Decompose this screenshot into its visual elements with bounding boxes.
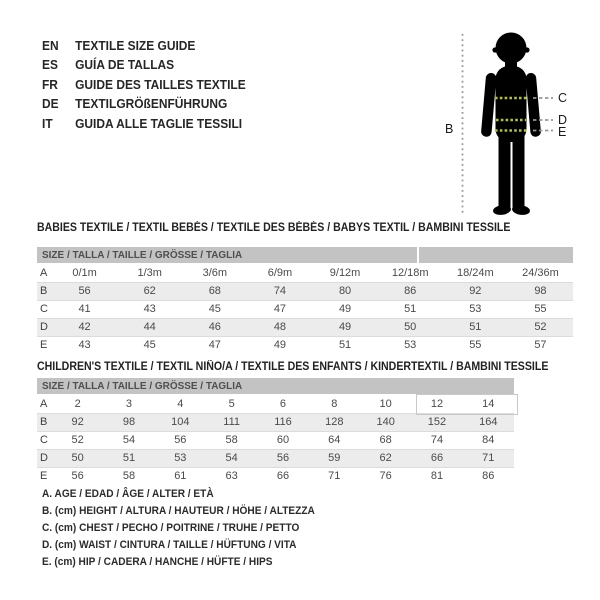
- table-cell: 53: [404, 339, 417, 351]
- table-cell: 49: [338, 303, 352, 315]
- children-size-header-bar: [37, 378, 514, 394]
- language-code: DE: [42, 96, 59, 112]
- table-cell: 71: [482, 452, 495, 464]
- table-cell: 43: [78, 339, 91, 351]
- table-cell: 164: [479, 416, 498, 428]
- table-cell: 6/9m: [267, 267, 293, 279]
- language-row: [42, 75, 246, 94]
- table-cell: 62: [143, 285, 156, 297]
- table-cell: 62: [379, 452, 392, 464]
- table-cell: 3/6m: [202, 267, 228, 279]
- table-cell: 10: [379, 398, 392, 410]
- language-code: EN: [42, 38, 59, 53]
- table-cell: 68: [379, 434, 392, 446]
- table-cell: 51: [404, 303, 417, 315]
- table-cell: 84: [482, 434, 495, 446]
- row-label: A: [40, 398, 48, 410]
- children-table-section: [37, 361, 549, 485]
- table-cell: 3: [125, 398, 133, 410]
- table-cell: 58: [225, 434, 238, 446]
- babies-header-artifact-line: [417, 246, 419, 264]
- table-cell: 44: [143, 321, 156, 333]
- language-code: IT: [42, 115, 53, 131]
- children-size-header-label: SIZE / TALLA / TAILLE / GRÖSSE / TAGLIA: [42, 380, 243, 392]
- table-cell: 4: [177, 398, 184, 410]
- child-figure-svg: [440, 20, 570, 220]
- table-cell: 76: [379, 470, 392, 482]
- table-row: [37, 467, 514, 485]
- table-cell: 53: [174, 452, 187, 464]
- table-row: [37, 265, 573, 282]
- table-cell: 50: [71, 452, 84, 464]
- table-cell: 47: [273, 303, 287, 315]
- row-label: C: [40, 303, 48, 315]
- children-table-title: CHILDREN'S TEXTILE / TEXTIL NIÑO/A / TEXTILE DES ENFANTS / KINDERTEXTIL / BAMBINI TESSILE: [37, 361, 549, 373]
- table-cell: 54: [122, 434, 136, 446]
- children-table-body: [37, 396, 514, 485]
- table-cell: 12: [430, 398, 444, 410]
- table-row: [37, 318, 573, 336]
- table-row: [37, 282, 573, 300]
- table-cell: 51: [338, 339, 352, 351]
- table-cell: 51: [469, 321, 482, 333]
- table-cell: 60: [276, 434, 290, 446]
- language-row: [42, 55, 246, 74]
- table-cell: 152: [427, 416, 447, 428]
- table-cell: 2: [74, 398, 81, 410]
- language-row: [42, 114, 246, 133]
- table-cell: 14: [482, 398, 495, 410]
- table-cell: 56: [174, 434, 187, 446]
- legend-item: E. (cm) HIP / CADERA / HANCHE / HÜFTE / HIPS: [42, 556, 273, 568]
- table-cell: 12/18m: [391, 267, 429, 279]
- row-label: D: [40, 321, 48, 333]
- table-cell: 57: [534, 339, 547, 351]
- table-cell: 48: [273, 321, 287, 333]
- babies-table-body: [37, 265, 573, 354]
- legend-item: B. (cm) HEIGHT / ALTURA / HAUTEUR / HÖHE / ALTEZZA: [42, 505, 315, 517]
- table-cell: 51: [122, 452, 136, 464]
- table-cell: 49: [273, 339, 287, 351]
- table-cell: 46: [208, 321, 221, 333]
- table-cell: 47: [208, 339, 221, 351]
- height-label: B: [445, 122, 454, 136]
- row-label: D: [40, 452, 48, 464]
- legend-item: A. AGE / EDAD / ÂGE / ALTER / ETÀ: [42, 488, 214, 500]
- table-cell: 81: [430, 470, 444, 482]
- table-row: [37, 431, 514, 449]
- table-cell: 42: [78, 321, 91, 333]
- table-cell: 56: [276, 452, 290, 464]
- language-title: TEXTILE SIZE GUIDE: [75, 38, 196, 53]
- table-cell: 80: [338, 285, 352, 297]
- table-cell: 58: [122, 470, 136, 482]
- row-label: A: [40, 267, 48, 279]
- chest-label: C: [558, 91, 568, 105]
- table-cell: 64: [328, 434, 341, 446]
- language-code: FR: [42, 76, 58, 92]
- language-title: GUÍA DE TALLAS: [75, 57, 175, 73]
- language-row: [42, 94, 246, 113]
- table-cell: 6: [279, 398, 287, 410]
- table-cell: 45: [143, 339, 156, 351]
- table-cell: 8: [331, 398, 338, 410]
- babies-size-header-label: SIZE / TALLA / TAILLE / GRÖSSE / TAGLIA: [42, 249, 243, 261]
- table-cell: 92: [71, 416, 84, 428]
- babies-table-title: BABIES TEXTILE / TEXTIL BEBÉS / TEXTILE DES BÉBÉS / BABYS TEXTIL / BAMBINI TESSILE: [37, 222, 511, 234]
- table-cell: 56: [71, 470, 84, 482]
- table-cell: 52: [534, 321, 547, 333]
- waist-label: D: [558, 113, 568, 127]
- table-cell: 61: [174, 470, 187, 482]
- hip-label: E: [558, 125, 567, 139]
- table-row: [37, 336, 573, 354]
- row-label: E: [40, 339, 48, 351]
- row-label: B: [40, 416, 48, 428]
- language-list: [42, 36, 263, 133]
- table-cell: 1/3m: [137, 267, 162, 279]
- table-cell: 53: [469, 303, 482, 315]
- table-cell: 74: [430, 434, 444, 446]
- language-row: [42, 36, 246, 55]
- table-cell: 54: [225, 452, 238, 464]
- table-cell: 59: [328, 452, 341, 464]
- table-cell: 140: [376, 416, 395, 428]
- table-row: [37, 413, 514, 431]
- row-label: B: [40, 285, 48, 297]
- table-cell: 55: [534, 303, 547, 315]
- table-cell: 41: [78, 303, 91, 315]
- table-cell: 50: [404, 321, 417, 333]
- table-cell: 128: [325, 416, 344, 428]
- legend-list: [42, 486, 339, 571]
- table-cell: 55: [469, 339, 482, 351]
- table-cell: 74: [273, 285, 287, 297]
- table-cell: 66: [430, 452, 444, 464]
- table-cell: 86: [404, 285, 417, 297]
- table-cell: 63: [225, 470, 238, 482]
- babies-size-header-bar: [37, 247, 573, 263]
- table-row: [37, 300, 573, 318]
- table-cell: 24/36m: [522, 267, 559, 279]
- table-cell: 68: [208, 285, 221, 297]
- table-cell: 56: [78, 285, 91, 297]
- table-cell: 66: [276, 470, 290, 482]
- table-row: [37, 396, 514, 413]
- language-title: GUIDE DES TAILLES TEXTILE: [75, 76, 246, 92]
- table-cell: 111: [223, 416, 241, 428]
- child-silhouette: [481, 33, 542, 217]
- table-cell: 18/24m: [456, 267, 494, 279]
- row-label: E: [40, 470, 48, 482]
- table-cell: 92: [469, 285, 482, 297]
- table-cell: 86: [482, 470, 495, 482]
- table-cell: 116: [274, 416, 292, 428]
- table-cell: 43: [143, 303, 156, 315]
- language-title: TEXTILGRÖßENFÜHRUNG: [75, 96, 228, 112]
- table-cell: 9/12m: [329, 267, 361, 279]
- table-cell: 98: [534, 285, 547, 297]
- table-cell: 45: [208, 303, 221, 315]
- table-cell: 49: [338, 321, 352, 333]
- child-silhouette-figure: [440, 20, 570, 220]
- table-cell: 104: [171, 416, 190, 428]
- language-code: ES: [42, 57, 58, 73]
- table-cell: 52: [71, 434, 84, 446]
- table-row: [37, 449, 514, 467]
- table-cell: 71: [328, 470, 341, 482]
- table-cell: 98: [122, 416, 136, 428]
- legend-item: C. (cm) CHEST / PECHO / POITRINE / TRUHE / PETTO: [42, 522, 300, 534]
- babies-table-section: [37, 222, 573, 354]
- row-label: C: [40, 434, 48, 446]
- table-cell: 0/1m: [72, 267, 97, 279]
- legend-item: D. (cm) WAIST / CINTURA / TAILLE / HÜFTUNG / VITA: [42, 539, 297, 551]
- table-cell: 5: [228, 398, 235, 410]
- language-title: GUIDA ALLE TAGLIE TESSILI: [75, 115, 243, 131]
